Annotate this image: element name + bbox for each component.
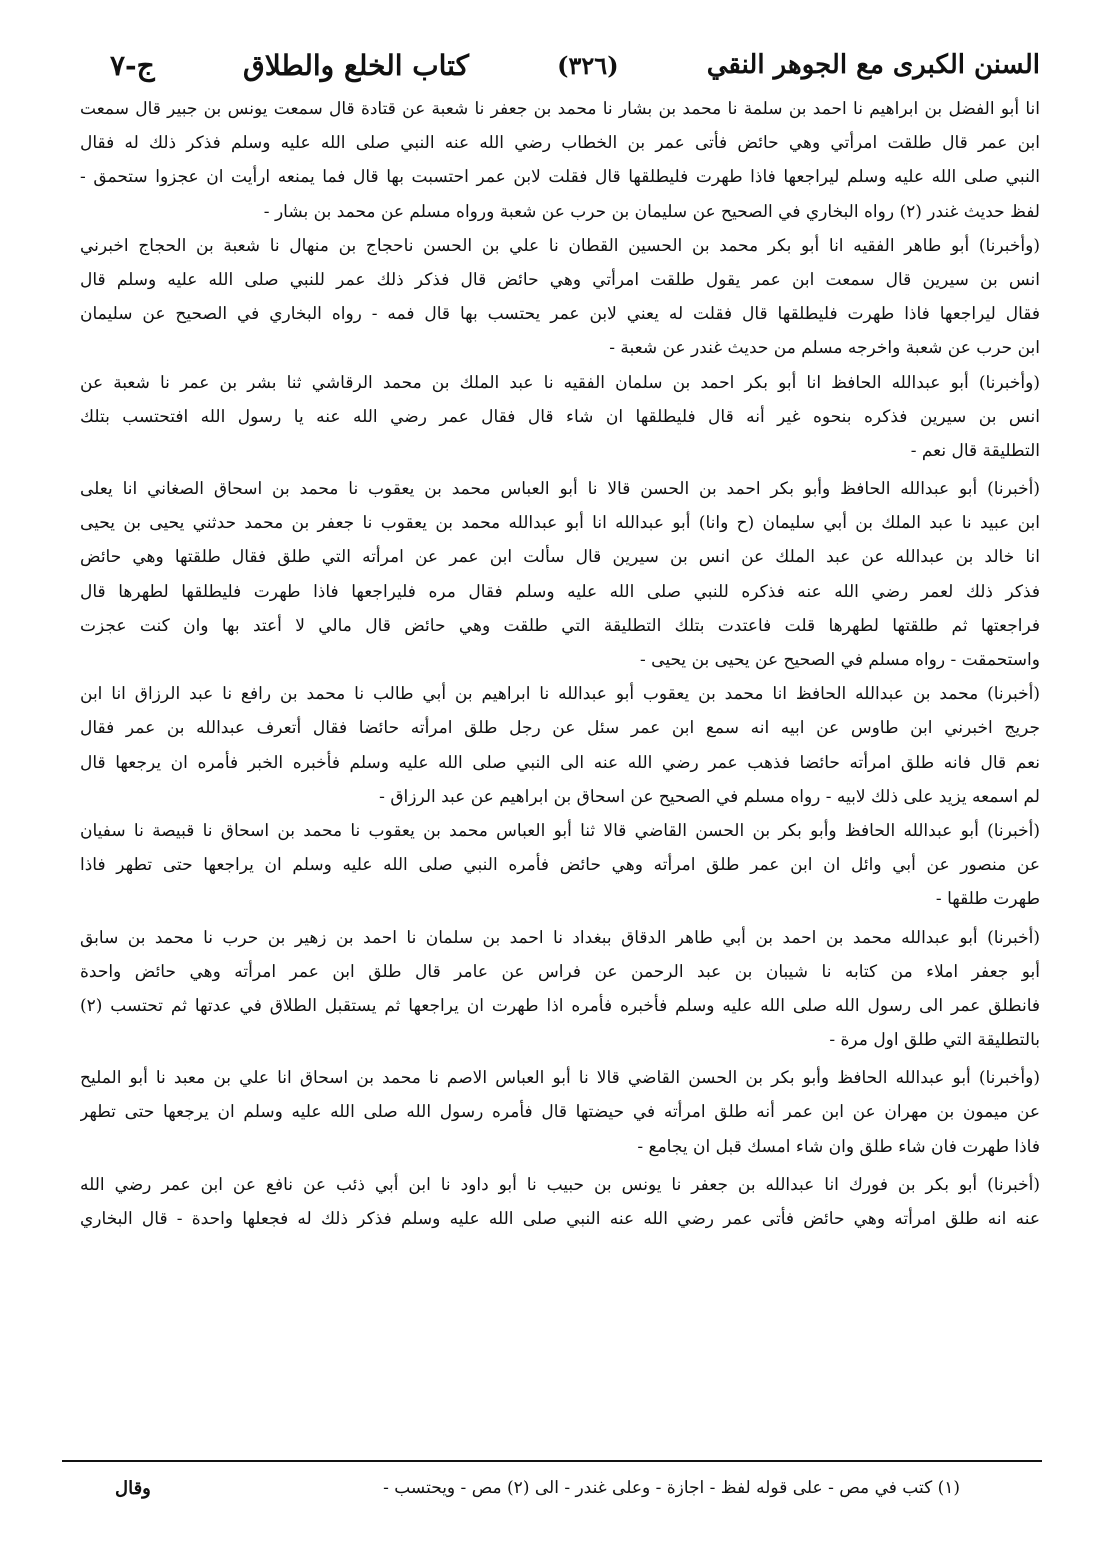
book-title: السنن الكبرى مع الجوهر النقي xyxy=(706,50,1040,80)
text-line: عن ميمون بن مهران عن ابن عمر أنه طلق امرأته في حيضتها قال فأمره رسول الله صلى الله عليه وسلم ان يرجعها حتى تطهر xyxy=(80,1102,1040,1123)
footnote-divider xyxy=(62,1460,1042,1462)
text-line: نعم قال فانه طلق امرأته حائضا فذهب عمر رضي الله عنه الى النبي صلى الله عليه وسلم فأخبره الخبر فأمره ان يرجعها قال xyxy=(80,752,1040,773)
text-line: عن منصور عن أبي وائل ان ابن عمر طلق امرأته وهي حائض فأمره النبي صلى الله عليه وسلم ان يراجعها حتى تطهر فاذا xyxy=(80,855,1040,876)
text-line: (أخبرنا) محمد بن عبدالله الحافظ انا محمد بن يعقوب أبو عبدالله نا ابراهيم بن أبي طالب نا محمد بن رافع نا عبد الرزاق انا ابن xyxy=(80,684,1040,705)
catchword: وقال xyxy=(115,1478,151,1499)
text-line: ابن حرب عن شعبة واخرجه مسلم من حديث غندر عن شعبة - xyxy=(609,338,1040,359)
text-line: عنه انه طلق امرأته وهي حائض فأتى عمر رضي الله عنه النبي صلى الله عليه وسلم فذكر ذلك له فجعلها واحدة - قال البخاري xyxy=(80,1209,1040,1229)
chapter-title: كتاب الخلع والطلاق xyxy=(242,48,469,82)
text-line: (أخبرنا) أبو عبدالله الحافظ وأبو بكر بن الحسن القاضي قالا ثنا أبو العباس محمد بن يعقوب نا محمد بن اسحاق نا قبيصة نا سفيان xyxy=(80,820,1040,841)
text-line: (أخبرنا) أبو بكر بن فورك انا عبدالله بن جعفر نا يونس بن حبيب نا أبو داود نا ابن أبي ذئب عن نافع عن ابن عمر رضي الله xyxy=(80,1174,1040,1195)
text-line: فاذا طهرت فان شاء طلق وان شاء امسك قبل ان يجامع - xyxy=(637,1136,1040,1157)
text-line: انس بن سيرين فذكره بنحوه غير أنه قال فليطلقها ان شاء قال فقال عمر رضي الله عنه يا رسول الله افتحتسب بتلك xyxy=(80,406,1040,427)
text-line: (أخبرنا) أبو عبدالله الحافظ وأبو بكر احمد بن الحسن قالا نا أبو العباس محمد بن يعقوب نا محمد بن اسحاق الصغاني انا يعلى xyxy=(80,479,1040,500)
text-line: انا أبو الفضل بن ابراهيم نا احمد بن سلمة نا محمد بن بشار نا محمد بن جعفر نا شعبة عن قتادة قال سمعت يونس بن جبير قال سمعت xyxy=(80,99,1040,119)
text-line: فقال ليراجعها فاذا طهرت فليطلقها قال فقلت له يعني لابن عمر يحتسب بها قال فمه - رواه البخاري في الصحيح عن سليمان xyxy=(80,304,1040,325)
text-line: (وأخبرنا) أبو عبدالله الحافظ انا أبو بكر احمد بن سلمان الفقيه نا عبد الملك بن محمد الرقاشي ثنا بشر بن عمر نا شعبة عن xyxy=(80,372,1040,393)
text-line: طهرت طلقها - xyxy=(935,889,1040,910)
text-line: جريج اخبرني ابن طاوس عن ابيه انه سمع ابن عمر سئل عن رجل طلق امرأته حائضا فقال أتعرف عبدالله بن عمر فقال xyxy=(80,718,1040,739)
text-line: ابن عمر قال طلقت امرأتي وهي حائض فأتى عمر بن الخطاب رضي الله عنه النبي صلى الله عليه وسلم فذكر ذلك له فقال xyxy=(80,133,1040,154)
text-line: لم اسمعه يزيد على ذلك لابيه - رواه مسلم في الصحيح عن اسحاق بن ابراهيم عن عبد الرزاق - xyxy=(379,786,1040,807)
text-line: فانطلق عمر الى رسول الله صلى الله عليه وسلم فأخبره فأمره اذا طهرت ان يراجعها ثم يستقبل الطلاق في عدتها ثم تحتسب (٢) xyxy=(80,995,1040,1016)
footnote: (١) كتب في مص - على قوله لفظ - اجازة - وعلى غندر - الى (٢) مص - ويحتسب - xyxy=(383,1478,960,1498)
page-header xyxy=(100,40,1040,90)
text-line: (وأخبرنا) أبو طاهر الفقيه انا أبو بكر محمد بن الحسين القطان نا علي بن الحسن ناحجاج بن منهال نا شعبة بن الحجاج اخبرني xyxy=(80,235,1040,256)
text-line: لفظ حديث غندر (٢) رواه البخاري في الصحيح عن سليمان بن حرب عن شعبة ورواه مسلم عن محمد بن بشار - xyxy=(263,201,1040,222)
volume-label: ج-٧ xyxy=(110,48,155,82)
text-line: انس بن سيرين قال سمعت ابن عمر يقول طلقت امرأتي وهي حائض قال فذكر ذلك عمر للنبي صلى الله عليه وسلم قال xyxy=(80,269,1040,290)
text-line: انا خالد بن عبدالله عن عبد الملك عن انس بن سيرين قال سألت ابن عمر عن امرأته التي طلق فقال طلقتها وهي حائض xyxy=(80,547,1040,568)
text-line: فذكر ذلك لعمر رضي الله عنه فذكره للنبي صلى الله عليه وسلم فقال مره فليراجعها فاذا طهرت فليطلقها لطهرها قال xyxy=(80,581,1040,602)
main-text xyxy=(80,92,1040,1236)
text-line: (أخبرنا) أبو عبدالله محمد بن احمد بن أبي طاهر الدقاق ببغداد نا احمد بن سلمان نا احمد بن زهير بن حرب نا محمد بن سابق xyxy=(80,927,1040,948)
text-line: (وأخبرنا) أبو عبدالله الحافظ وأبو بكر بن الحسن القاضي قالا نا أبو العباس الاصم نا محمد بن اسحاق انا علي بن معبد نا أبو المليح xyxy=(80,1068,1040,1089)
page-number: (٣٢٦) xyxy=(557,50,619,80)
text-line: ابن عبيد نا عبد الملك بن أبي سليمان (ح وانا) أبو عبدالله انا أبو عبدالله محمد بن يعقوب نا جعفر بن محمد حدثني يحيى بن يحيى xyxy=(80,513,1040,534)
text-line: فراجعتها ثم طلقتها لطهرها قلت فاعتدت بتلك التطليقة التي طلقت وهي حائض قال مالي لا أعتد بها وان كنت عجزت xyxy=(80,615,1040,636)
text-line: واستحمقت - رواه مسلم في الصحيح عن يحيى بن يحيى - xyxy=(640,650,1040,670)
text-line: التطليقة قال نعم - xyxy=(910,440,1040,461)
text-line: بالتطليقة التي طلق اول مرة - xyxy=(829,1030,1040,1051)
text-line: أبو جعفر املاء من كتابه نا شيبان بن عبد الرحمن عن فراس عن عامر قال طلق ابن عمر امرأته وهي حائض واحدة xyxy=(80,961,1040,982)
text-line: النبي صلى الله عليه وسلم ليراجعها فاذا طهرت فليطلقها قال فقلت لابن عمر احتسبت بها قال فما يمنعه ارأيت ان عجزوا ستحمق - xyxy=(80,167,1040,188)
